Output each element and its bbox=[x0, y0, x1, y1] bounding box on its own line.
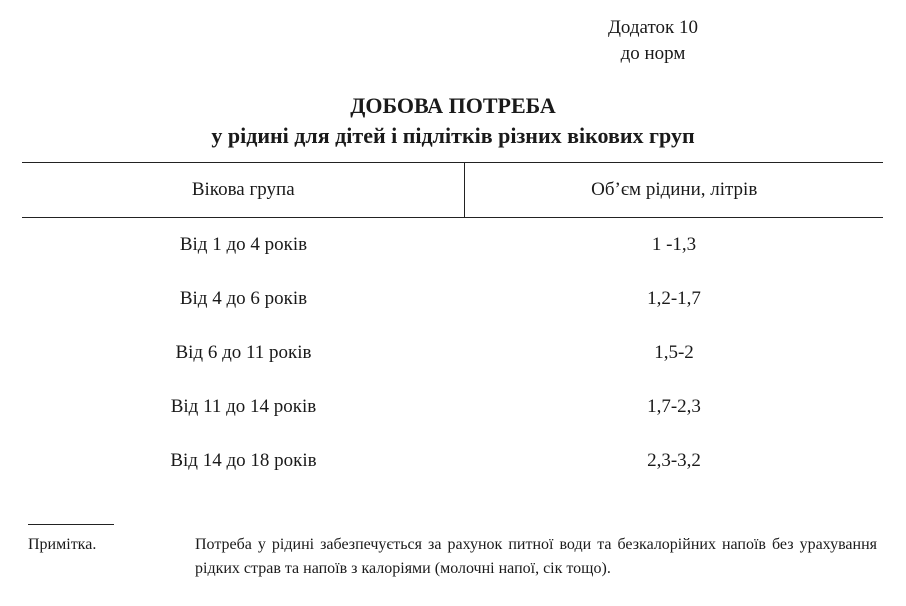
appendix-number: Додаток 10 bbox=[607, 17, 699, 38]
appendix-subtitle: до норм bbox=[620, 43, 686, 64]
fluid-volume-cell: 1,2-1,7 bbox=[647, 288, 701, 309]
fluid-needs-table bbox=[22, 162, 883, 488]
table-row bbox=[22, 434, 883, 488]
note-label: Примітка. bbox=[28, 536, 97, 553]
table-header bbox=[22, 163, 883, 218]
appendix-reference bbox=[560, 15, 746, 67]
age-group-cell: Від 14 до 18 років bbox=[170, 450, 317, 471]
table-row bbox=[22, 326, 883, 380]
document-title: ДОБОВА ПОТРЕБА bbox=[350, 93, 556, 118]
column-header-fluid-volume: Об’єм рідини, літрів bbox=[591, 179, 758, 200]
note-text: Потреба у рідині забезпечується за рахунок питної води та безкалорійних напоїв без урахування рідких страв та напоїв з калоріями (молочні напої, сік тощо). bbox=[195, 536, 877, 577]
column-header-age-group: Вікова група bbox=[22, 163, 465, 217]
fluid-volume-cell: 2,3-3,2 bbox=[647, 450, 701, 471]
document-subtitle: у рідині для дітей і підлітків різних вікових груп bbox=[211, 123, 695, 148]
table-row bbox=[22, 380, 883, 434]
age-group-cell: Від 6 до 11 років bbox=[175, 342, 312, 363]
table-row bbox=[22, 272, 883, 326]
fluid-volume-cell: 1,5-2 bbox=[654, 342, 694, 363]
table-row bbox=[22, 218, 883, 272]
age-group-cell: Від 4 до 6 років bbox=[179, 288, 308, 309]
footnote-divider bbox=[28, 524, 114, 525]
fluid-volume-cell: 1 -1,3 bbox=[651, 234, 697, 255]
fluid-volume-cell: 1,7-2,3 bbox=[647, 396, 701, 417]
table-body bbox=[22, 218, 883, 488]
age-group-cell: Від 11 до 14 років bbox=[170, 396, 317, 417]
age-group-cell: Від 1 до 4 років bbox=[179, 234, 308, 255]
